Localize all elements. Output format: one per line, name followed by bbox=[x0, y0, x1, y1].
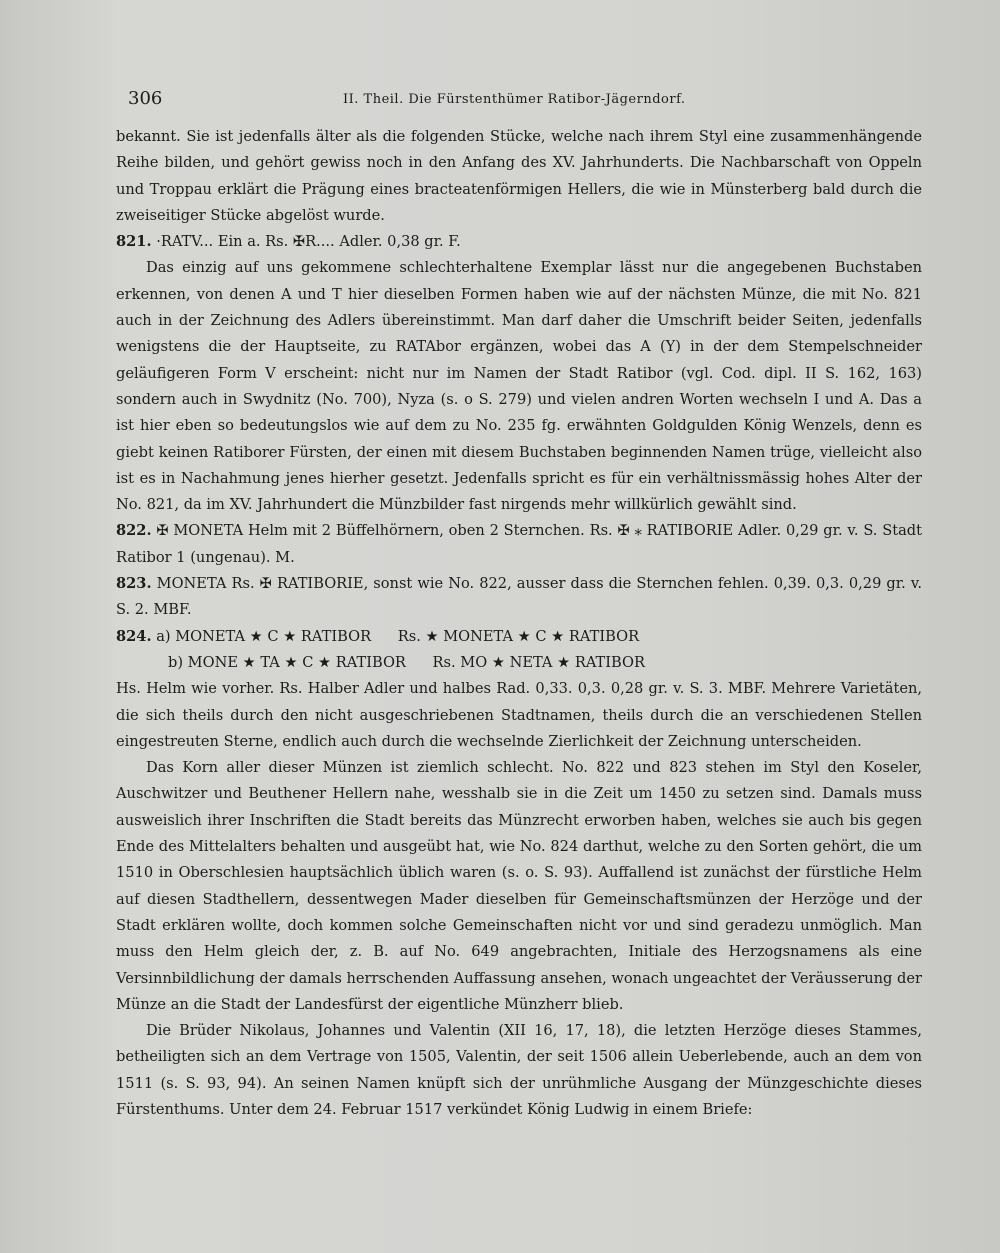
entry-number: 822. bbox=[116, 522, 152, 540]
entry-reverse: Rs. ★ MONETA ★ C ★ RATIBOR bbox=[397, 627, 640, 645]
entry-821 bbox=[116, 229, 922, 255]
entry-823 bbox=[116, 571, 922, 624]
entry-description: MONETA Rs. ✠ RATIBORIE, sonst wie No. 822, ausser dass die Sternchen fehlen. 0,39. 0,3. 0,29 gr. v. S. 2. MBF. bbox=[116, 575, 922, 619]
entry-824b bbox=[116, 650, 922, 676]
paragraph-coin-analysis: Das Korn aller dieser Münzen ist ziemlich schlecht. No. 822 und 823 stehen im Styl den Koseler, Auschwitzer und Beuthener Hellern nahe, wesshalb sie in die Zeit um 1450 zu setzen sind. Damals muss ausweislich ihrer Inschriften die Stadt bereits das Münzrecht erworben haben, welches sie auch bis gegen Ende des Mittelalters behalten und ausgeübt hat, wie No. 824 darthut, welche zu den Sorten gehört, die um 1510 in Oberschlesien hauptsächlich üblich waren (s. o. S. 93). Auffallend ist zunächst der fürstliche Helm auf diesen Stadthellern, dessentwegen Mader dieselben für Gemeinschaftsmünzen der Herzöge und der Stadt erklären wollte, doch kommen solche Gemeinschaften nicht vor und sind geradezu unmöglich. Man muss den Helm gleich der, z. B. auf No. 649 angebrachten, Initiale des Herzogsnamens als eine Versinnbildlichung der damals herrschenden Auffassung ansehen, wonach ungeachtet der Veräusserung der Münze an die Stadt der Landesfürst der eigentliche Münzherr blieb. bbox=[116, 759, 922, 1013]
entry-description: ✠ MONETA Helm mit 2 Büffelhörnern, oben 2 Sternchen. Rs. ✠ ⁎ RATIBORIE Adler. 0,29 gr. v. S. Stadt Ratibor 1 (ungenau). M. bbox=[116, 522, 923, 566]
entry-reverse: Rs. MO ★ NETA ★ RATIBOR bbox=[432, 653, 646, 671]
entry-obverse: a) MONETA ★ C ★ RATIBOR bbox=[156, 627, 372, 645]
running-title: II. Theil. Die Fürstenthümer Ratibor-Jägerndorf. bbox=[343, 92, 686, 107]
paragraph-intro: bekannt. Sie ist jedenfalls älter als die folgenden Stücke, welche nach ihrem Styl eine zusammenhängende Reihe bilden, und gehört gewiss noch in den Anfang des XV. Jahrhunderts. Die Nachbarschaft von Oppeln und Troppau erklärt die Prägung eines bracteatenförmigen Hellers, die wie in Münsterberg bald durch die zweiseitiger Stücke abgelöst wurde. bbox=[116, 128, 922, 224]
entry-obverse: b) MONE ★ TA ★ C ★ RATIBOR bbox=[168, 653, 406, 671]
entry-description: ·RATV... Ein a. Rs. ✠R.... Adler. 0,38 gr. F. bbox=[156, 233, 461, 251]
page-number: 306 bbox=[128, 88, 163, 109]
entry-number: 823. bbox=[116, 575, 152, 593]
entry-number: 821. bbox=[116, 233, 152, 251]
paragraph-824-description: Hs. Helm wie vorher. Rs. Halber Adler und halbes Rad. 0,33. 0,3. 0,28 gr. v. S. 3. MBF. Mehrere Varietäten, die sich theils durch den nicht ausgeschriebenen Stadtnamen, theils durch die an verschiedenen Stellen eingestreuten Sterne, endlich auch durch die wechselnde Zierlichkeit der Zeichnung unterscheiden. bbox=[116, 680, 922, 750]
paragraph-brothers: Die Brüder Nikolaus, Johannes und Valentin (XII 16, 17, 18), die letzten Herzöge dieses Stammes, betheiligten sich an dem Vertrage von 1505, Valentin, der seit 1506 allein Ueberlebende, auch an dem von 1511 (s. S. 93, 94). An seinen Namen knüpft sich der unrühmliche Ausgang der Münzgeschichte dieses Fürstenthums. Unter dem 24. Februar 1517 verkündet König Ludwig in einem Briefe: bbox=[116, 1022, 922, 1118]
page-body bbox=[116, 124, 922, 1123]
page-header bbox=[128, 88, 928, 118]
paragraph-821-commentary: Das einzig auf uns gekommene schlechterhaltene Exemplar lässt nur die angegebenen Buchstaben erkennen, von denen A und T hier dieselben Formen haben wie auf der nächsten Münze, die mit No. 821 auch in der Zeichnung des Adlers übereinstimmt. Man darf daher die Umschrift beider Seiten, jedenfalls wenigstens die der Hauptseite, zu RATAbor ergänzen, wobei das A (Y) in der dem Stempelschneider geläufigeren Form V erscheint: nicht nur im Namen der Stadt Ratibor (vgl. Cod. dipl. II S. 162, 163) sondern auch in Swydnitz (No. 700), Nyza (s. o S. 279) und vielen andren Worten wechseln I und A. Das a ist hier eben so bedeutungslos wie auf dem zu No. 235 fg. erwähnten Goldgulden König Wenzels, denn es giebt keinen Ratiborer Fürsten, der einen mit diesem Buchstaben beginnenden Namen trüge, vielleicht also ist es in Nachahmung jenes hierher gesetzt. Jedenfalls spricht es für ein verhältnissmässig hohes Alter der No. 821, da im XV. Jahrhundert die Münzbilder fast nirgends mehr willkürlich gewählt sind. bbox=[116, 259, 922, 514]
entry-824a bbox=[116, 624, 922, 650]
entry-822 bbox=[116, 518, 922, 571]
entry-number: 824. bbox=[116, 627, 152, 645]
